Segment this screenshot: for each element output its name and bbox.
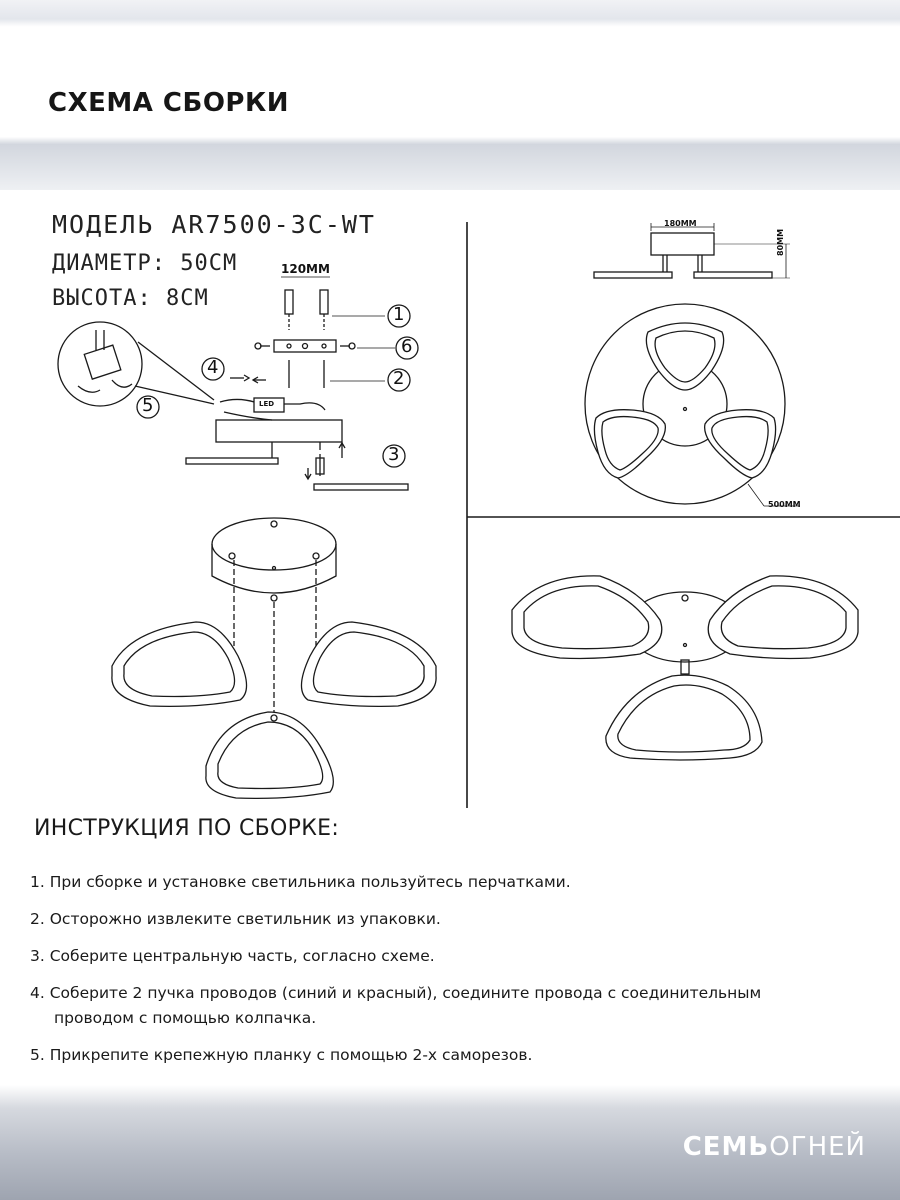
list-item: 5. Прикрепите крепежную планку с помощью 2-х саморезов.	[30, 1046, 533, 1064]
callout-6: 6	[401, 336, 413, 357]
list-item: 4. Соберите 2 пучка проводов (синий и красный), соедините провода с соединительным проводом с помощью колпачка.	[30, 984, 762, 1027]
mounting-plate	[274, 340, 336, 352]
diameter-label: ДИАМЕТР: 50СМ	[52, 251, 238, 276]
mounting-exploded-drawing	[58, 277, 418, 490]
exploded-assembly-drawing	[112, 518, 436, 798]
dim-bracket-label: 120ММ	[281, 262, 330, 276]
list-item: 2. Осторожно извлеките светильник из упаковки.	[30, 910, 441, 928]
anchor-left	[285, 290, 293, 314]
callout-5: 5	[142, 395, 154, 416]
canopy-body	[216, 420, 342, 442]
dim-base-width-label: 180ММ	[664, 219, 697, 228]
led-label: LED	[259, 400, 275, 408]
anchor-right	[320, 290, 328, 314]
callout-3: 3	[388, 444, 400, 465]
instructions-list	[30, 870, 890, 1117]
dim-height-label: 80ММ	[776, 228, 785, 256]
page-title: СХЕМА СБОРКИ	[48, 88, 290, 118]
callout-4: 4	[207, 357, 219, 378]
arm-right	[314, 484, 408, 490]
model-label: МОДЕЛЬ AR7500-3C-WT	[52, 210, 376, 239]
list-item: 3. Соберите центральную часть, согласно схеме.	[30, 947, 435, 965]
height-label: ВЫСОТА: 8СМ	[52, 286, 209, 311]
callout-1: 1	[393, 304, 405, 325]
arm-left	[186, 458, 278, 464]
callout-2: 2	[393, 368, 405, 389]
left-arm-profile	[594, 272, 672, 278]
list-item: 1. При сборке и установке светильника пользуйтесь перчатками.	[30, 873, 571, 891]
connector-inset	[58, 322, 142, 406]
brand-logo: СЕМЬОГНЕЙ	[682, 1132, 866, 1162]
perspective-view-drawing	[512, 576, 858, 760]
ceiling-base	[651, 233, 714, 255]
instructions-title: ИНСТРУКЦИЯ ПО СБОРКЕ:	[34, 816, 340, 841]
top-view-drawing	[585, 304, 800, 506]
side-profile-drawing	[594, 223, 790, 278]
right-arm-profile	[694, 272, 772, 278]
dim-diameter-label: 500ММ	[768, 500, 801, 509]
